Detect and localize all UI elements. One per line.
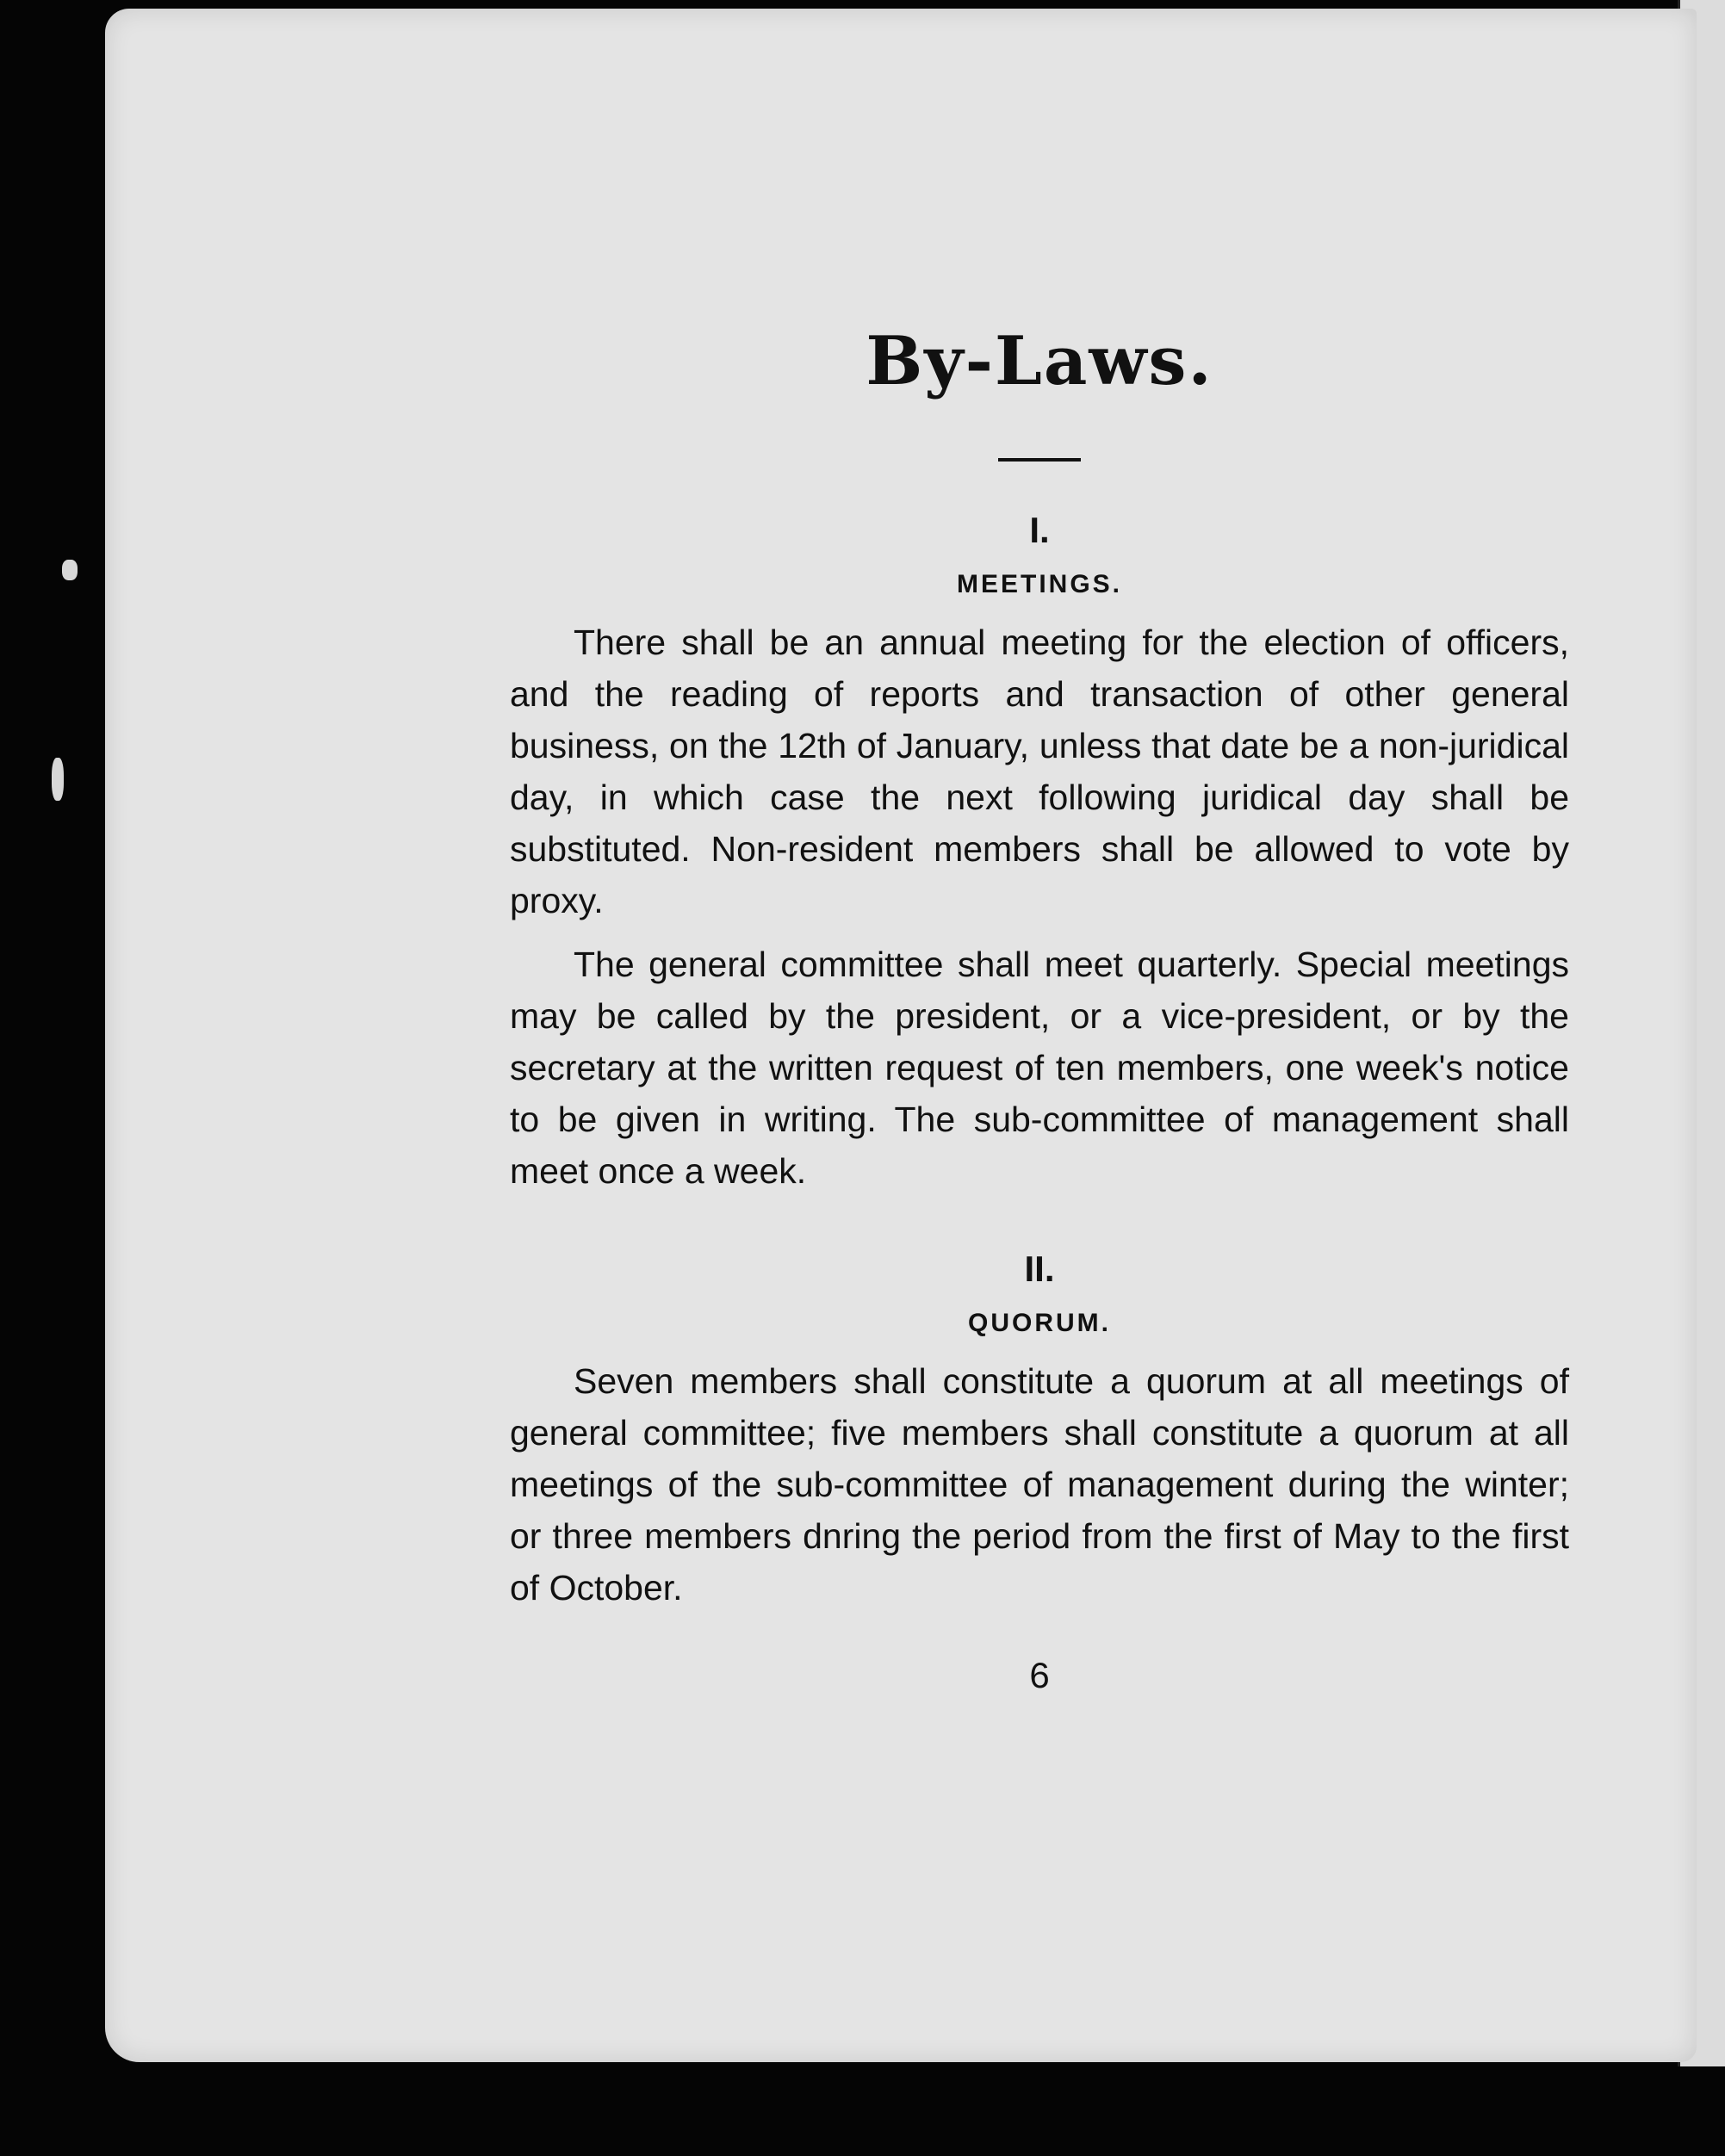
- page-number: 6: [1029, 1655, 1050, 1695]
- paragraph: Seven members shall constitute a quorum at all meetings of general committee; five members shall constitute a quorum at all meetings of the sub-committee of management during the winter; or three members dnring the period from the first of May to the first of October.: [510, 1361, 1569, 1608]
- margin-speck: [62, 560, 78, 580]
- page-title: By-Laws.: [866, 322, 1213, 400]
- page-content: [510, 319, 1569, 1696]
- section-numeral: I.: [1029, 510, 1050, 550]
- title-rule: [998, 458, 1081, 462]
- margin-speck: [52, 758, 64, 801]
- document-page: [105, 9, 1697, 2062]
- paragraph: There shall be an annual meeting for the election of officers, and the reading of reports and transaction of other general business, on the 12th of January, unless that date be a non-juridical day, in which case the next following juridical day shall be substituted. Non-resident members shall be allowed to vote by proxy.: [510, 623, 1569, 920]
- section-meetings: [510, 510, 1569, 1197]
- section-heading: QUORUM.: [968, 1309, 1111, 1337]
- section-numeral: II.: [1024, 1248, 1055, 1289]
- section-heading: MEETINGS.: [956, 570, 1122, 598]
- paragraph: The general committee shall meet quarterly. Special meetings may be called by the president, or a vice-president, or by the secretary at the written request of ten members, one week's notice to be given in writing. The sub-committee of management shall meet once a week.: [510, 945, 1569, 1191]
- section-quorum: [510, 1248, 1569, 1614]
